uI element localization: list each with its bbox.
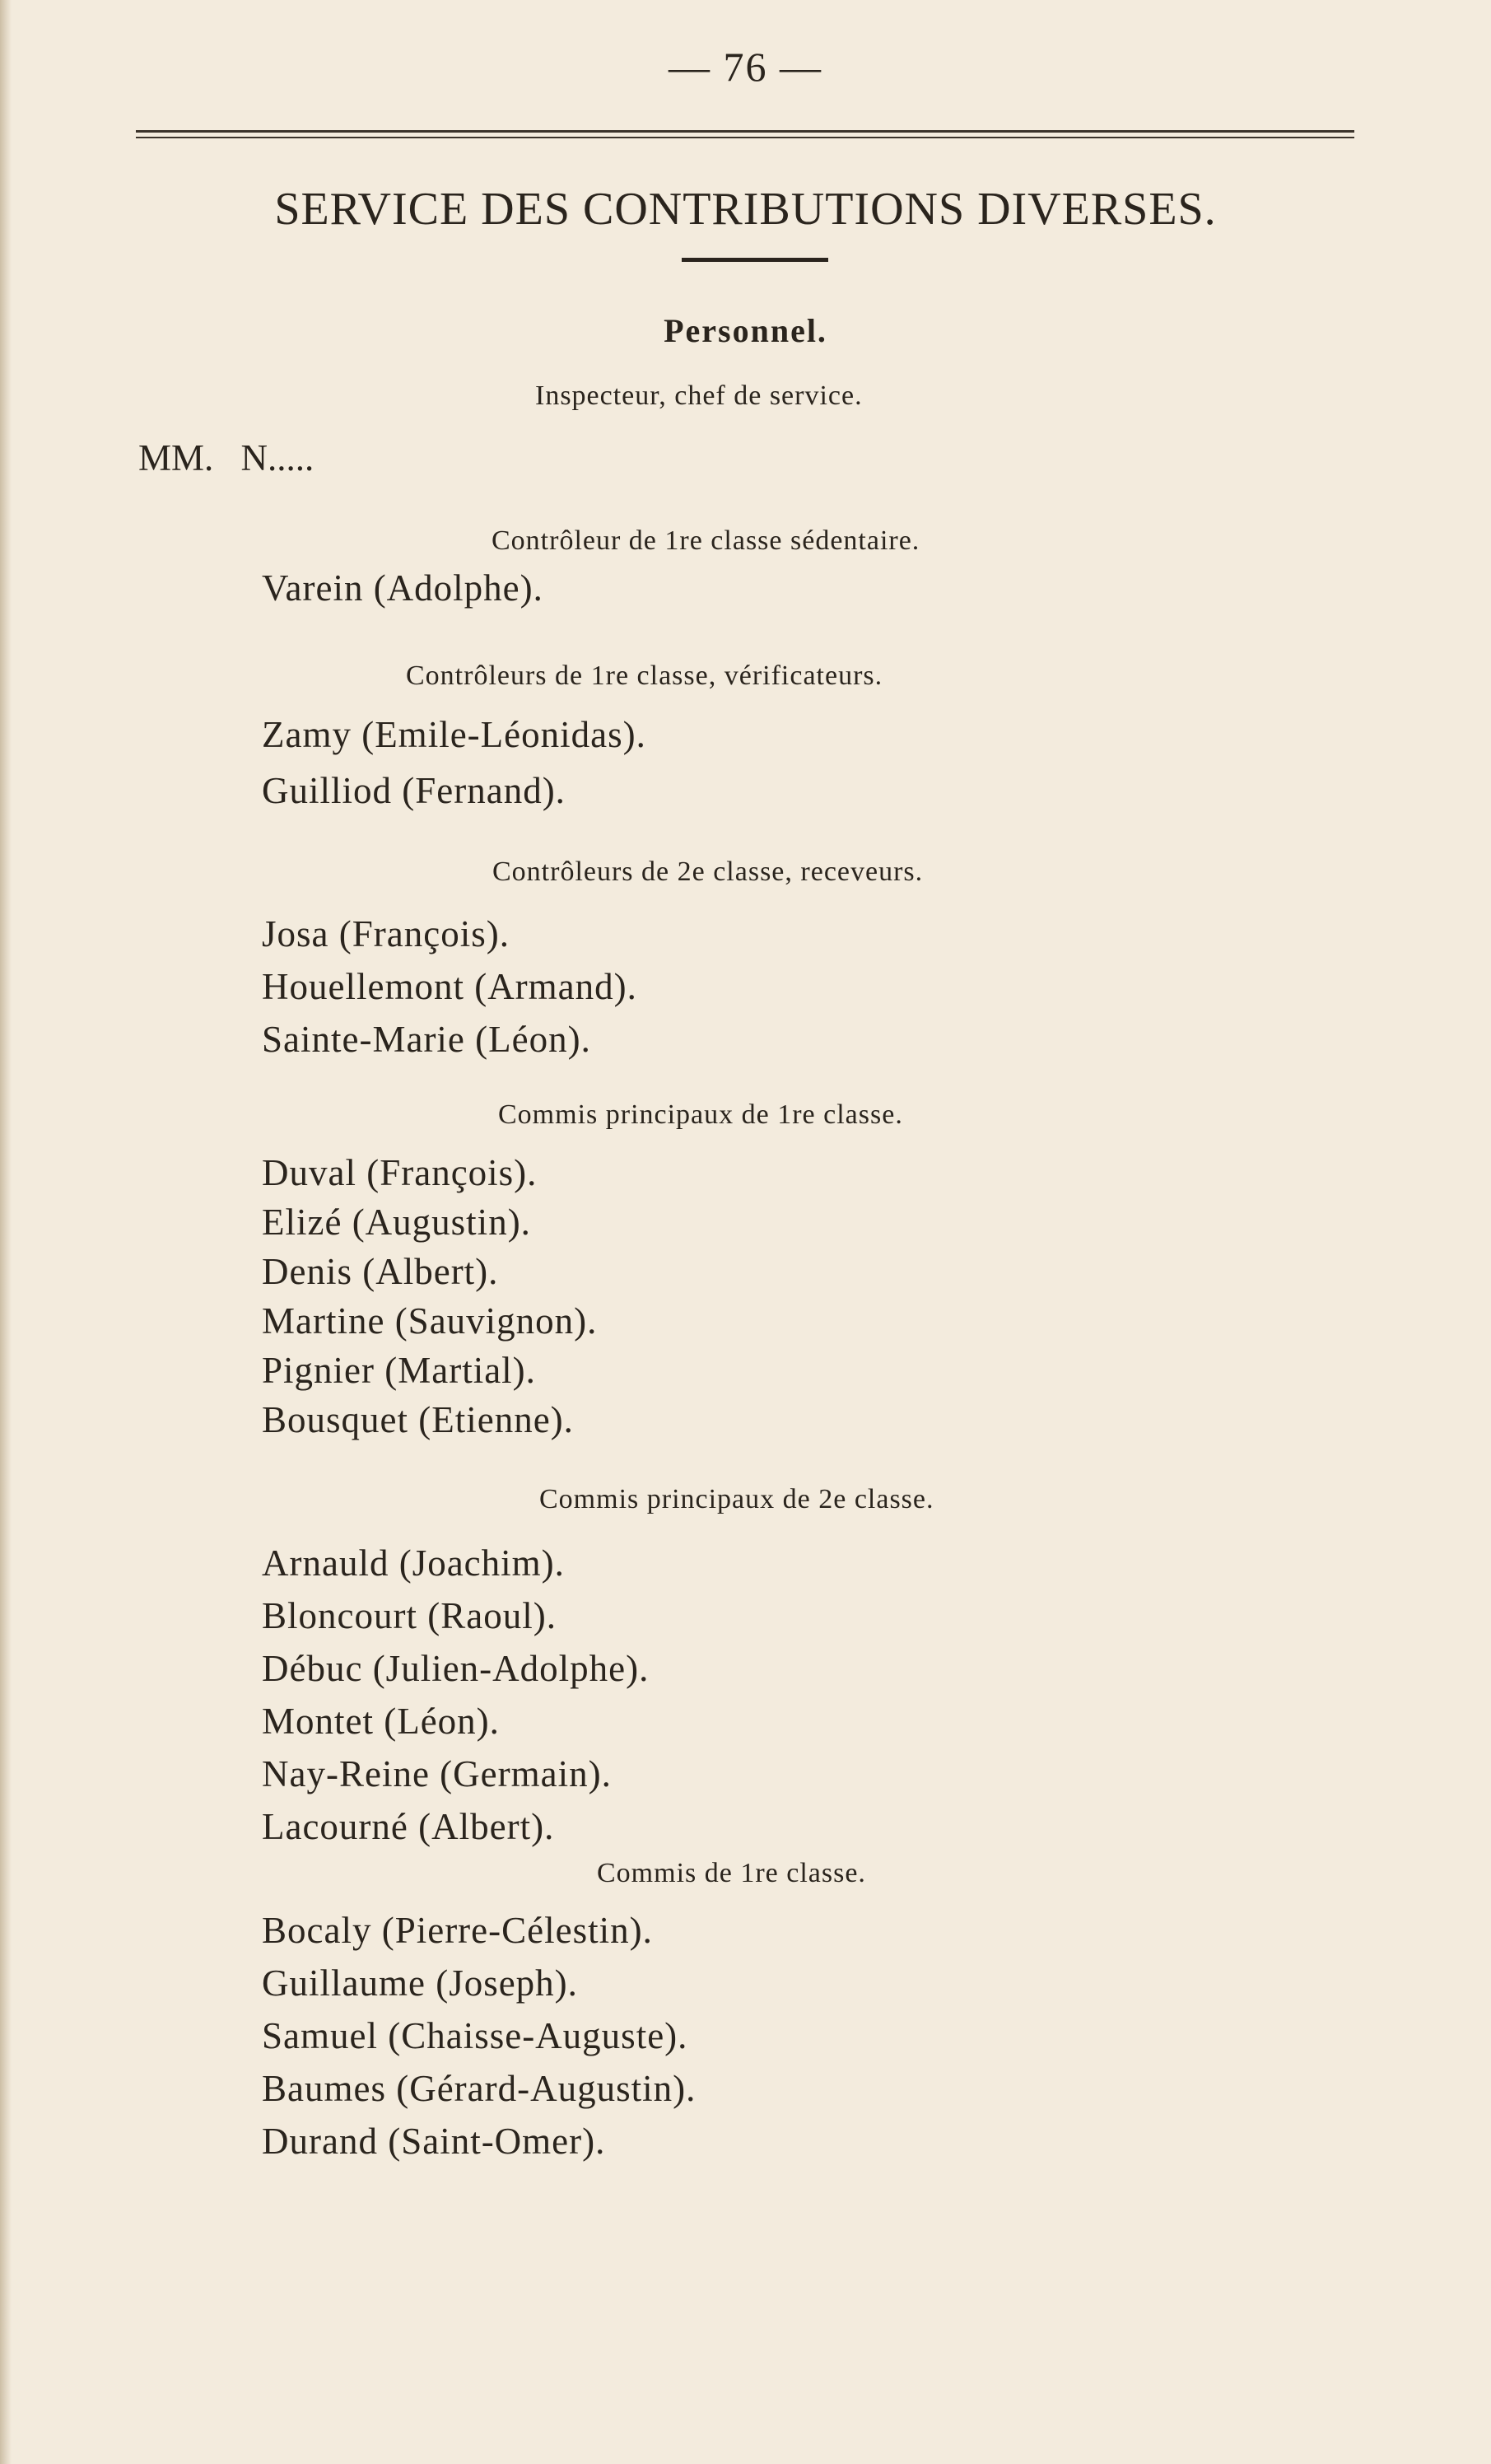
role-heading: Contrôleurs de 2e classe, receveurs.: [492, 856, 924, 887]
role-heading: Contrôleur de 1re classe sédentaire.: [492, 525, 920, 556]
staff-name: Samuel (Chaisse-Auguste).: [262, 2015, 688, 2056]
inspector-name: N.....: [240, 437, 315, 478]
staff-name: Baumes (Gérard-Augustin).: [262, 2068, 697, 2109]
staff-name: Josa (François).: [262, 913, 510, 954]
staff-name: Martine (Sauvignon).: [262, 1300, 598, 1342]
role-heading: Commis principaux de 1re classe.: [498, 1099, 903, 1130]
staff-name: Bocaly (Pierre-Célestin).: [262, 1910, 653, 1951]
staff-name: Houellemont (Armand).: [262, 966, 637, 1007]
honorific-prefix: MM.: [138, 437, 214, 478]
page-binding-edge: [0, 0, 12, 2464]
staff-name: Débuc (Julien-Adolphe).: [262, 1648, 650, 1689]
role-heading: Commis principaux de 2e classe.: [539, 1484, 934, 1514]
staff-name: Bousquet (Etienne).: [262, 1399, 574, 1440]
role-heading: Commis de 1re classe.: [597, 1858, 866, 1888]
staff-name: Nay-Reine (Germain).: [262, 1753, 612, 1794]
staff-name: Arnauld (Joachim).: [262, 1542, 565, 1584]
staff-name: Montet (Léon).: [262, 1701, 500, 1742]
staff-name: Denis (Albert).: [262, 1251, 499, 1292]
staff-name: Duval (François).: [262, 1152, 538, 1193]
role-heading: Contrôleurs de 1re classe, vérificateurs.: [406, 660, 883, 691]
header-rule-bottom: [136, 137, 1354, 138]
staff-name: Sainte-Marie (Léon).: [262, 1019, 591, 1060]
staff-name: Pignier (Martial).: [262, 1350, 536, 1391]
staff-name: Bloncourt (Raoul).: [262, 1595, 557, 1636]
staff-name: Guilliod (Fernand).: [262, 770, 566, 811]
page-title: SERVICE DES CONTRIBUTIONS DIVERSES.: [274, 184, 1217, 235]
staff-name: Varein (Adolphe).: [262, 567, 543, 609]
staff-name: Durand (Saint-Omer).: [262, 2121, 606, 2162]
page-number: — 76 —: [669, 44, 822, 90]
header-rule-top: [136, 130, 1354, 133]
title-underline: [682, 258, 828, 262]
section-heading: Personnel.: [664, 312, 827, 349]
inspector-line: [138, 436, 314, 479]
staff-name: Elizé (Augustin).: [262, 1202, 531, 1243]
staff-name: Lacourné (Albert).: [262, 1806, 555, 1847]
inspector-role: Inspecteur, chef de service.: [535, 380, 863, 411]
staff-name: Zamy (Emile-Léonidas).: [262, 714, 646, 755]
staff-name: Guillaume (Joseph).: [262, 1962, 578, 2004]
